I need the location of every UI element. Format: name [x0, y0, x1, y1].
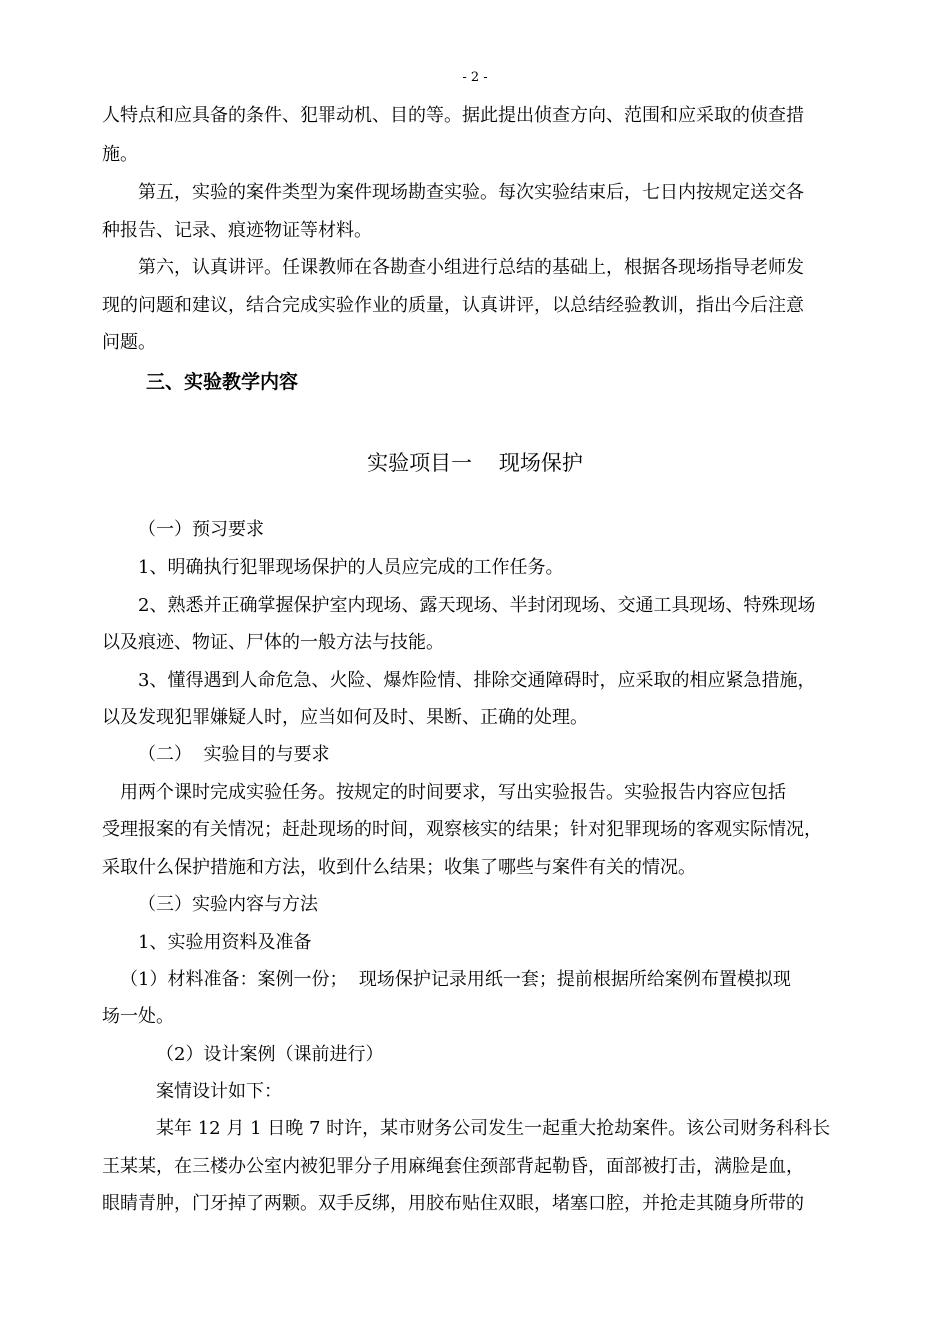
- paragraph-line: 2、熟悉并正确掌握保护室内现场、露天现场、半封闭现场、交通工具现场、特殊现场: [138, 595, 816, 616]
- paragraph-line: 受理报案的有关情况；赶赴现场的时间，观察核实的结果；针对犯罪现场的客观实际情况，: [102, 819, 822, 840]
- section-heading: 三、实验教学内容: [146, 371, 299, 393]
- paragraph-line: 3、懂得遇到人命危急、火险、爆炸险情、排除交通障碍时，应采取的相应紧急措施，: [138, 670, 816, 691]
- paragraph-line: 1、明确执行犯罪现场保护的人员应完成的工作任务。: [138, 557, 564, 578]
- paragraph-line: 眼睛青肿，门牙掉了两颗。双手反绑，用胶布贴住双眼，堵塞口腔，并抢走其随身所带的: [102, 1193, 804, 1214]
- paragraph-line: 人特点和应具备的条件、犯罪动机、目的等。据此提出侦查方向、范围和应采取的侦查措: [102, 105, 804, 126]
- paragraph-line: 王某某，在三楼办公室内被犯罪分子用麻绳套住颈部背起勒昏，面部被打击，满脸是血，: [102, 1156, 804, 1177]
- paragraph-line: 问题。: [102, 332, 156, 353]
- paragraph-line: 案情设计如下：: [156, 1081, 282, 1102]
- paragraph-line: 第六，认真讲评。任课教师在各勘查小组进行总结的基础上，根据各现场指导老师发: [138, 257, 804, 278]
- page-number: - 2 -: [462, 70, 488, 85]
- paragraph-line: 现的问题和建议，结合完成实验作业的质量，认真讲评，以总结经验教训，指出今后注意: [102, 295, 804, 316]
- project-title: 实验项目一 现场保护: [367, 451, 583, 475]
- paragraph-line: 以及发现犯罪嫌疑人时，应当如何及时、果断、正确的处理。: [102, 707, 588, 728]
- paragraph-line: （1）材料准备：案例一份； 现场保护记录用纸一套；提前根据所给案例布置模拟现: [120, 969, 791, 990]
- paragraph-line: 施。: [102, 144, 138, 165]
- paragraph-line: 1、实验用资料及准备: [138, 932, 312, 953]
- paragraph-line: （2）设计案例（课前进行）: [156, 1044, 384, 1065]
- paragraph-line: 场一处。: [102, 1006, 174, 1027]
- paragraph-line: 用两个课时完成实验任务。按规定的时间要求，写出实验报告。实验报告内容应包括: [120, 782, 786, 803]
- paragraph-line: 第五，实验的案件类型为案件现场勘查实验。每次实验结束后，七日内按规定送交各: [138, 182, 804, 203]
- subheading: （一）预习要求: [138, 519, 264, 540]
- paragraph-line: 采取什么保护措施和方法，收到什么结果；收集了哪些与案件有关的情况。: [102, 857, 696, 878]
- subheading: （二） 实验目的与要求: [138, 744, 330, 765]
- paragraph-line: 种报告、记录、痕迹物证等材料。: [102, 220, 372, 241]
- subheading: （三）实验内容与方法: [138, 894, 318, 915]
- paragraph-line: 以及痕迹、物证、尸体的一般方法与技能。: [102, 632, 444, 653]
- paragraph-line: 某年 12 月 1 日晚 7 时许，某市财务公司发生一起重大抢劫案件。该公司财务科科长: [156, 1118, 831, 1139]
